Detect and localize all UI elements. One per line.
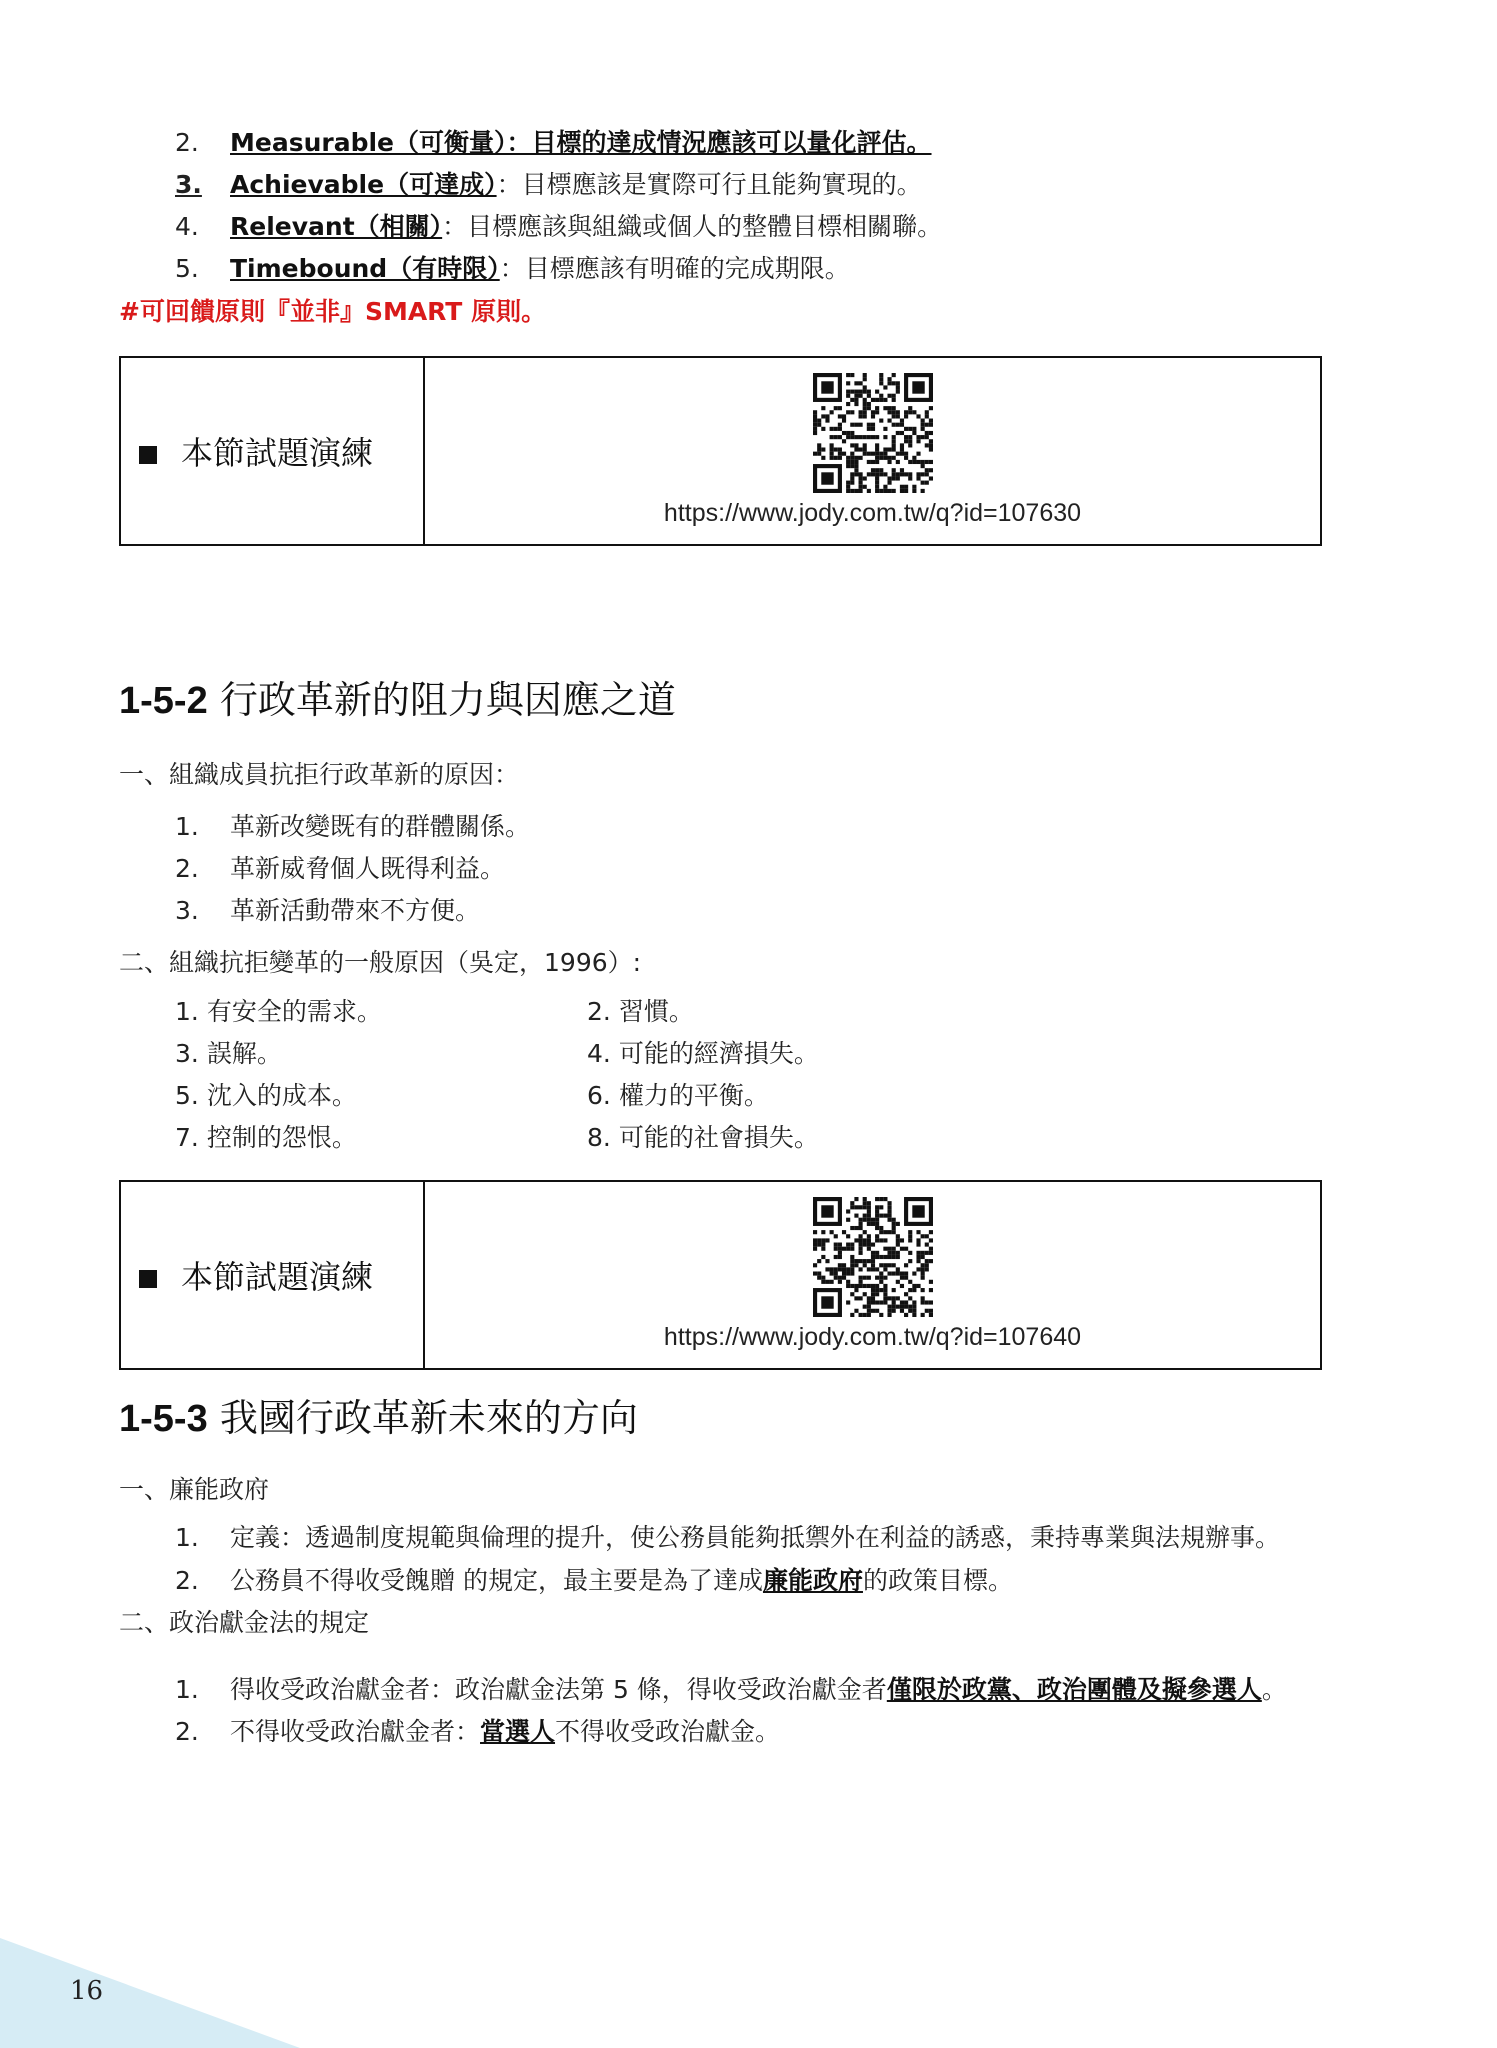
practice-box-1 (119, 356, 1322, 546)
practice-qr-cell (424, 1181, 1321, 1369)
subheading-resist-reasons: 一、組織成員抗拒行政革新的原因： (119, 760, 520, 789)
corner-decoration (0, 1898, 300, 2048)
subheading-political-donation-law: 二、政治獻金法的規定 (119, 1608, 370, 1637)
page-number: 16 (70, 1976, 104, 2006)
square-bullet-icon (139, 446, 157, 464)
list-item: 7. 控制的怨恨。 (175, 1123, 357, 1152)
practice-label-cell: 本節試題演練 (120, 1181, 424, 1369)
list-item: 2. 習慣。 (587, 997, 694, 1026)
practice-label-cell: 本節試題演練 (120, 357, 424, 545)
list-item: 5. 沈入的成本。 (175, 1081, 357, 1110)
practice-box-2 (119, 1180, 1322, 1370)
practice-url[interactable]: https://www.jody.com.tw/q?id=107630 (663, 499, 1082, 527)
section-heading-1-5-2: 1-5-2 行政革新的阻力與因應之道 (119, 678, 676, 722)
square-bullet-icon (139, 1270, 157, 1288)
section-heading-1-5-3: 1-5-3 我國行政革新未來的方向 (119, 1396, 638, 1440)
practice-qr-cell (424, 357, 1321, 545)
practice-url[interactable]: https://www.jody.com.tw/q?id=107640 (663, 1323, 1082, 1351)
list-item: 8. 可能的社會損失。 (587, 1123, 819, 1152)
list-item: 3. 誤解。 (175, 1039, 282, 1068)
subheading-general-reasons: 二、組織抗拒變革的一般原因（吳定，1996）: (119, 948, 642, 977)
list-item: 4. 可能的經濟損失。 (587, 1039, 819, 1068)
list-item: 6. 權力的平衡。 (587, 1081, 769, 1110)
list-item: 1. 有安全的需求。 (175, 997, 382, 1026)
qr-code-icon[interactable] (813, 373, 933, 493)
smart-note: #可回饋原則『並非』SMART 原則。 (119, 297, 547, 326)
subheading-clean-government: 一、廉能政府 (119, 1475, 270, 1504)
qr-code-icon[interactable] (813, 1197, 933, 1317)
